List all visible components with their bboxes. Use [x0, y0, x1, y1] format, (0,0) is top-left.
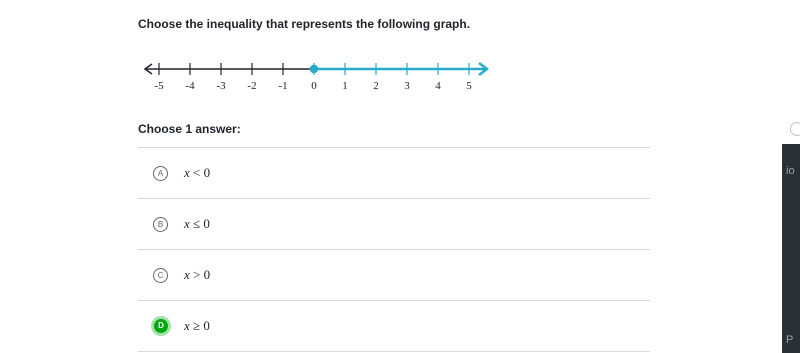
- tick-label: -4: [185, 80, 195, 92]
- tick-label: 0: [311, 80, 317, 92]
- tick-label: -3: [216, 80, 226, 92]
- side-panel-text: io: [786, 165, 795, 177]
- question-text: Choose the inequality that represents the following graph.: [138, 17, 471, 31]
- choose-answer-label: Choose 1 answer:: [138, 122, 241, 136]
- choice-d[interactable]: [138, 300, 650, 352]
- choice-value: 0: [203, 165, 211, 180]
- choice-value: 0: [203, 318, 210, 333]
- circle-icon: [790, 122, 800, 136]
- tick-label: -2: [247, 80, 257, 92]
- choice-letter-badge: C: [153, 268, 168, 283]
- tick-label: 5: [466, 80, 472, 92]
- side-panel-text-bottom: P: [786, 334, 794, 346]
- choice-expression: [184, 318, 210, 334]
- tick-label: 4: [435, 80, 441, 92]
- choice-operator: ≥: [193, 318, 201, 333]
- tick-label: 3: [404, 80, 410, 92]
- choice-letter-badge: A: [153, 166, 168, 181]
- tick-label: 1: [342, 80, 348, 92]
- choice-letter-badge: B: [153, 217, 168, 232]
- choice-a[interactable]: [138, 147, 650, 198]
- number-line: [138, 55, 498, 95]
- choice-operator: <: [193, 165, 201, 180]
- tick-label: -1: [278, 80, 288, 92]
- choice-variable: x: [184, 165, 190, 180]
- choice-operator: >: [193, 267, 201, 282]
- tick-label: -5: [154, 80, 164, 92]
- choice-c[interactable]: [138, 249, 650, 300]
- choice-b[interactable]: [138, 198, 650, 249]
- choice-variable: x: [184, 267, 190, 282]
- choice-variable: x: [184, 318, 190, 333]
- choice-value: 0: [203, 216, 210, 231]
- choice-expression: [184, 216, 210, 232]
- tick-label: 2: [373, 80, 379, 92]
- side-panel: [782, 0, 800, 353]
- answer-choices: [138, 147, 650, 352]
- choice-operator: ≤: [193, 216, 201, 231]
- choice-expression: [184, 267, 210, 283]
- choice-expression: [184, 165, 210, 181]
- choice-letter-badge: D: [151, 316, 171, 336]
- choice-value: 0: [203, 267, 211, 282]
- number-line-axis: [145, 64, 314, 74]
- closed-endpoint-dot: [311, 66, 318, 73]
- choice-variable: x: [184, 216, 190, 231]
